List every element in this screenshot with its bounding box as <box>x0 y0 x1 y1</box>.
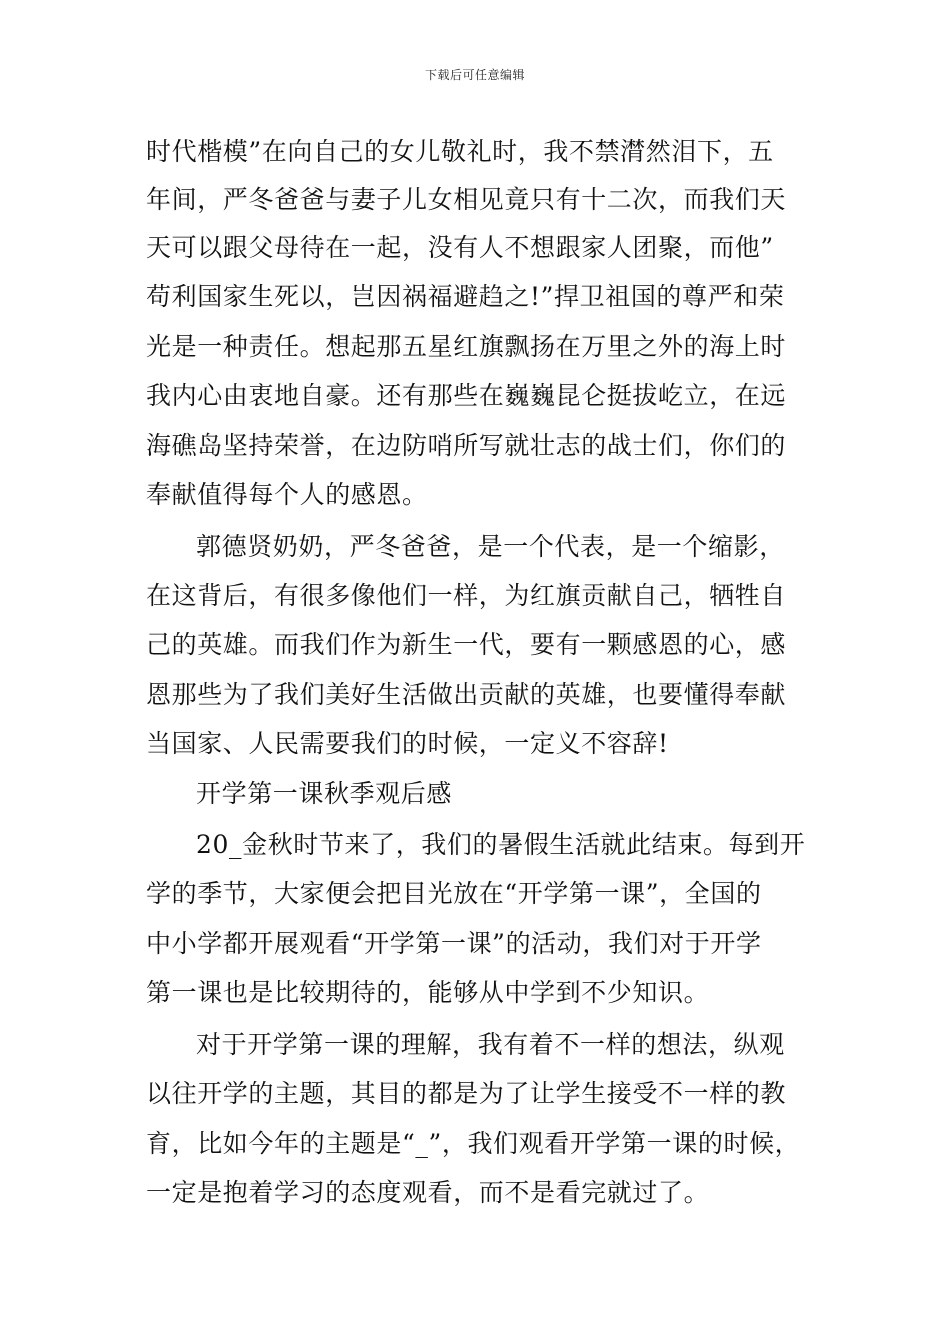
section-heading: 开学第一课秋季观后感 <box>196 779 453 808</box>
text-line: 育，比如今年的主题是“_”，我们观看开学第一课的时候， <box>146 1129 801 1158</box>
header-note: 下载后可任意编辑 <box>424 68 525 82</box>
text-line: 当国家、人民需要我们的时候，一定义不容辞! <box>146 729 669 758</box>
text-line: 郭德贤奶奶，严冬爸爸，是一个代表，是一个缩影， <box>196 532 785 561</box>
text-line: 20_金秋时节来了，我们的暑假生活就此结束。每到开 <box>196 830 806 859</box>
text-line: 奉献值得每个人的感恩。 <box>146 480 428 509</box>
text-line: 海礁岛坚持荣誉，在边防哨所写就壮志的战士们，你们的 <box>146 431 787 460</box>
text-line: 恩那些为了我们美好生活做出贡献的英雄，也要懂得奉献 <box>146 680 787 709</box>
text-line: 时代楷模”在向自己的女儿敬礼时，我不禁潸然泪下，五 <box>146 137 774 166</box>
text-line: 己的英雄。而我们作为新生一代，要有一颗感恩的心，感 <box>146 630 787 659</box>
text-line: 一定是抱着学习的态度观看，而不是看完就过了。 <box>146 1178 710 1207</box>
text-line: 我内心由衷地自豪。还有那些在巍巍昆仑挺拔屹立，在远 <box>146 381 787 410</box>
text-line: 学的季节，大家便会把目光放在“开学第一课”，全国的 <box>146 879 762 908</box>
text-line: 天可以跟父母待在一起，没有人不想跟家人团聚，而他” <box>146 233 774 262</box>
text-line: 光是一种责任。想起那五星红旗飘扬在万里之外的海上时 <box>146 332 787 361</box>
text-line: 对于开学第一课的理解，我有着不一样的想法，纵观 <box>196 1030 785 1059</box>
text-line: 中小学都开展观看“开学第一课”的活动，我们对于开学 <box>146 929 762 958</box>
text-line: 第一课也是比较期待的，能够从中学到不少知识。 <box>146 978 710 1007</box>
text-line: 苟利国家生死以，岂因祸福避趋之!”捍卫祖国的尊严和荣 <box>146 282 785 311</box>
text-line: 在这背后，有很多像他们一样，为红旗贡献自己，牺牲自 <box>146 581 787 610</box>
text-line: 年间，严冬爸爸与妻子儿女相见竟只有十二次，而我们天 <box>146 185 787 214</box>
text-line: 以往开学的主题，其目的都是为了让学生接受不一样的教 <box>146 1079 787 1108</box>
